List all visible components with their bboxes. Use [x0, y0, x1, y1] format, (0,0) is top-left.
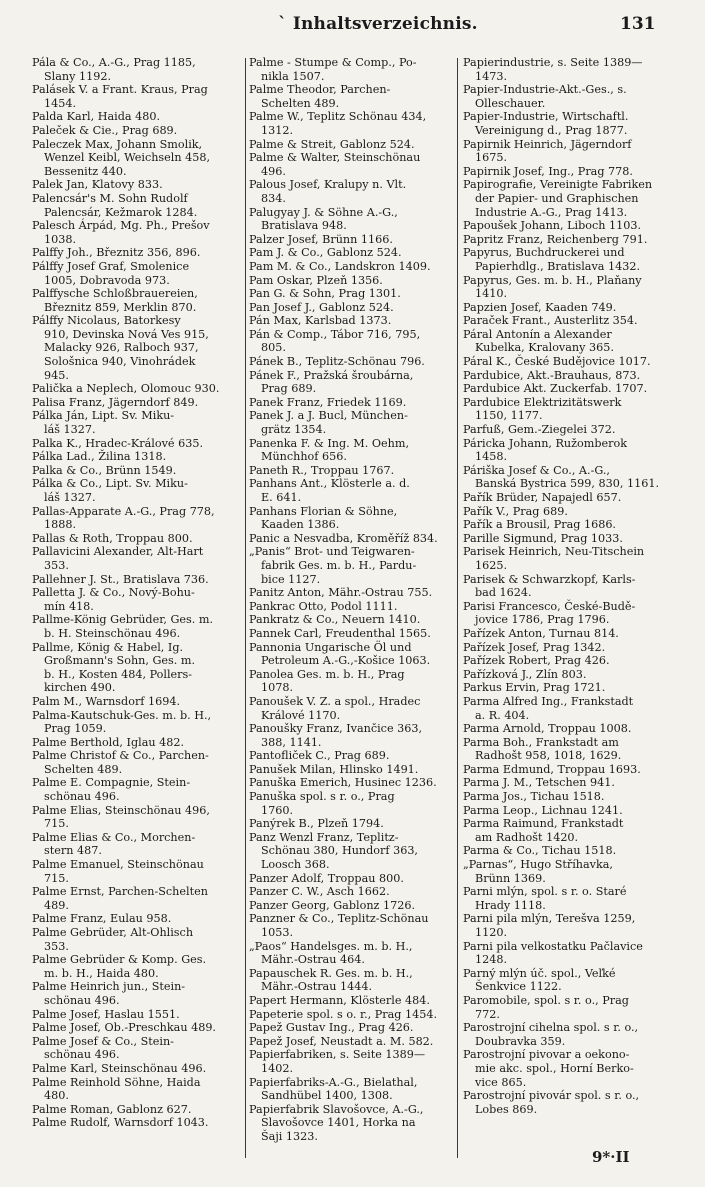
index-entry: Palffysche Schloßbrauereien, Březnitz 859, Merklin 870. [32, 287, 198, 314]
index-entry: Palffy Joh., Březnitz 356, 896. [32, 246, 201, 260]
index-entry: Papež Josef, Neustadt a. M. 582. [249, 1034, 434, 1048]
index-entry: Parisi Francesco, České-Budě- jovice 1786, Prag 1796. [463, 599, 636, 627]
index-entry: Parfuß, Gem.-Ziegelei 372. [463, 423, 616, 437]
index-entry: Palme Berthold, Iglau 482. [32, 735, 185, 749]
index-entry: Pařízek Robert, Prag 426. [463, 654, 610, 668]
index-entry: Pallas-Apparate A.-G., Prag 778, 1888. [32, 504, 215, 532]
index-entry: Palme Christof & Co., Parchen- Schelten 489. [32, 749, 209, 776]
index-entry: Palme Josef, Haslau 1551. [32, 1007, 180, 1021]
index-entry: Pála & Co., A.-G., Prag 1185, Slany 1192. [32, 56, 196, 83]
index-entry: Palme Reinhold Söhne, Haida 480. [32, 1075, 201, 1103]
index-entry: Parma & Co., Tichau 1518. [463, 844, 617, 858]
index-entry: Palme Elias & Co., Morchen- stern 487. [32, 830, 196, 858]
index-entry: Papež Gustav Ing., Prag 426. [249, 1021, 414, 1035]
index-entry: Palugyay J. & Söhne A.-G., Bratislava 948. [249, 205, 398, 233]
index-entry: Pam Oskar, Plzeň 1356. [249, 273, 383, 287]
index-entry: Pálka Ján, Lipt. Sv. Miku- láš 1327. [32, 409, 175, 437]
signature-mark: 9*·II [592, 1148, 630, 1166]
index-entry: Panzer C. W., Asch 1662. [249, 885, 390, 899]
index-entry: Papzien Josef, Kaaden 749. [463, 300, 617, 314]
index-entry: Palme - Stumpe & Comp., Po- nikla 1507. [249, 56, 417, 83]
index-column-2 [249, 56, 454, 1143]
index-entry: Paneth R., Troppau 1767. [249, 463, 395, 477]
index-entry: Parni mlýn, spol. s r. o. Staré Hrady 1118. [463, 885, 627, 912]
index-entry: Palme & Streit, Gablonz 524. [249, 137, 415, 151]
index-entry: Pam M. & Co., Landskron 1409. [249, 259, 431, 273]
index-column-1 [32, 56, 242, 1136]
index-entry: Panuška spol. s r. o., Prag 1760. [249, 790, 395, 817]
index-entry: Pannek Carl, Freudenthal 1565. [249, 626, 431, 640]
index-entry: Palme Elias, Steinschönau 496, 715. [32, 803, 210, 831]
index-entry: Parostrojní pivovár spol. s r. o., Lobes 869. [463, 1089, 640, 1116]
index-entry: Pán & Comp., Tábor 716, 795, 805. [249, 327, 421, 355]
index-entry: Palásek V. a Frant. Kraus, Prag 1454. [32, 83, 208, 110]
index-entry: Panenka F. & Ing. M. Oehm, Münchhof 656. [249, 436, 410, 464]
index-entry: Panek Franz, Friedek 1169. [249, 395, 407, 409]
index-entry: Papirnik Josef, Ing., Prag 778. [463, 164, 633, 178]
index-entry: Páral Antonín a Alexander Kubelka, Kralovany 365. [463, 327, 614, 355]
index-entry: Panitz Anton, Mähr.-Ostrau 755. [249, 586, 433, 600]
index-entry: Panolea Ges. m. b. H., Prag 1078. [249, 667, 405, 695]
index-entry: Palme Roman, Gablonz 627. [32, 1102, 192, 1116]
index-entry: Palme Ernst, Parchen-Schelten 489. [32, 885, 208, 912]
index-entry: „Paos“ Handelsges. m. b. H., Mähr.-Ostrau 464. [249, 939, 413, 967]
index-entry: Parma J. M., Tetschen 941. [463, 776, 615, 790]
index-entry: Parni pila velkostatku Pačlavice 1248. [463, 939, 643, 967]
index-entry: Panušek Milan, Hlinsko 1491. [249, 762, 419, 776]
index-entry: Panoušek V. Z. a spol., Hradec Králové 1170. [249, 694, 421, 722]
index-entry: Panzer Georg, Gablonz 1726. [249, 898, 415, 912]
index-entry: Panzer Adolf, Troppau 800. [249, 871, 404, 885]
index-entry: Parni pila mlýn, Terešva 1259, 1120. [463, 912, 636, 939]
index-entry: Palme Karl, Steinschönau 496. [32, 1061, 207, 1075]
index-entry: Panuška Emerich, Husinec 1236. [249, 776, 437, 790]
index-entry: Palme Theodor, Parchen- Schelten 489. [249, 83, 391, 110]
index-entry: Palme Rudolf, Warnsdorf 1043. [32, 1116, 209, 1130]
index-entry: Pam J. & Co., Gablonz 524. [249, 246, 402, 260]
index-entry: Papert Hermann, Klösterle 484. [249, 993, 430, 1007]
index-entry: Palma-Kautschuk-Ges. m. b. H., Prag 1059. [32, 708, 212, 736]
index-entry: Pálka Lad., Žilina 1318. [32, 450, 167, 464]
index-entry: Pankratz & Co., Neuern 1410. [249, 613, 421, 627]
page-header [0, 14, 705, 44]
index-entry: Panic a Nesvadba, Kroměříž 834. [249, 531, 438, 545]
index-entry: Papoušek Johann, Liboch 1103. [463, 219, 642, 233]
index-entry: Pardubice Elektrizitätswerk 1150, 1177. [463, 395, 622, 423]
index-entry: Parisek & Schwarzkopf, Karls- bad 1624. [463, 572, 636, 600]
index-entry: Panhans Florian & Söhne, Kaaden 1386. [249, 504, 398, 532]
index-entry: Panoušky Franz, Ivančice 363, 388, 1141. [249, 722, 423, 749]
index-entry: Palencsár's M. Sohn Rudolf Palencsár, Kežmarok 1284. [32, 191, 198, 219]
index-entry: Pallavicini Alexander, Alt-Hart 353. [32, 545, 204, 572]
index-entry: Pallas & Roth, Troppau 800. [32, 531, 193, 545]
index-entry: Palka & Co., Brünn 1549. [32, 463, 177, 477]
index-entry: Palme & Walter, Steinschönau 496. [249, 151, 421, 178]
index-entry: Pařík Brüder, Napajedl 657. [463, 491, 622, 504]
index-entry: Pan G. & Sohn, Prag 1301. [249, 287, 401, 301]
index-entry: Palletta J. & Co., Nový-Bohu- mín 418. [32, 586, 195, 613]
index-entry: Pantofliček C., Prag 689. [249, 749, 390, 763]
index-entry: Pannonia Ungarische Öl und Petroleum A.-G.,-Košice 1063. [249, 640, 431, 668]
index-entry: Parisek Heinrich, Neu-Titschein 1625. [463, 545, 645, 572]
index-entry: Parille Sigmund, Prag 1033. [463, 531, 623, 545]
index-entry: Parma Alfred Ing., Frankstadt a. R. 404. [463, 694, 634, 722]
index-entry: Pařízek Josef, Prag 1342. [463, 640, 606, 654]
index-entry: Palme Josef, Ob.-Preschkau 489. [32, 1021, 216, 1035]
index-entry: Pánek F., Pražská šroubárna, Prag 689. [249, 368, 414, 396]
index-entry: Palm M., Warnsdorf 1694. [32, 694, 181, 708]
index-entry: Parma Leop., Lichnau 1241. [463, 803, 623, 817]
index-entry: Pardubice Akt. Zuckerfab. 1707. [463, 382, 648, 396]
index-entry: Palous Josef, Kralupy n. Vlt. 834. [249, 178, 407, 205]
index-entry: Pálffy Josef Graf, Smolenice 1005, Dobravoda 973. [32, 259, 190, 287]
index-column-3 [463, 56, 676, 1136]
index-entry: Palme Franz, Eulau 958. [32, 912, 172, 926]
index-entry: Papyrus, Ges. m. b. H., Plaňany 1410. [463, 273, 642, 301]
index-entry: „Panis“ Brot- und Teigwaren- fabrik Ges. m. b. H., Pardu- bice 1127. [249, 545, 417, 586]
index-entry: Panýrek B., Plzeň 1794. [249, 817, 384, 831]
index-entry: Palme Gebrüder & Komp. Ges. m. b. H., Haida 480. [32, 953, 207, 980]
index-entry: Pallehner J. St., Bratislava 736. [32, 572, 209, 586]
index-entry: Papirnik Heinrich, Jägerndorf 1675. [463, 137, 632, 165]
index-entry: Parostrojní cihelna spol. s r. o., Doubravka 359. [463, 1021, 639, 1048]
index-entry: Papauschek R. Ges. m. b. H., Mähr.-Ostrau 1444. [249, 966, 413, 994]
index-entry: Parma Jos., Tichau 1518. [463, 790, 605, 804]
index-entry: Papierfabrik Slavošovce, A.-G., Slavošovce 1401, Horka na Šaji 1323. [249, 1102, 424, 1143]
index-entry: Palesch Árpád, Mg. Ph., Prešov 1038. [32, 219, 210, 246]
index-entry: Panhans Ant., Klösterle a. d. E. 641. [249, 477, 410, 504]
index-entry: Panzner & Co., Teplitz-Schönau 1053. [249, 912, 429, 939]
index-entry: Papierindustrie, s. Seite 1389— 1473. [463, 56, 643, 83]
index-entry: Pánek B., Teplitz-Schönau 796. [249, 355, 425, 369]
index-entry: Palme Heinrich jun., Stein- schönau 496. [32, 980, 186, 1007]
index-entry: Paleček & Cie., Prag 689. [32, 123, 178, 137]
index-entry: Pařík a Brousil, Prag 1686. [463, 518, 616, 532]
index-entry: Papyrus, Buchdruckerei und Papierhdlg., Bratislava 1432. [463, 246, 641, 273]
index-entry: Papritz Franz, Reichenberg 791. [463, 232, 648, 246]
running-title: ` Inhaltsverzeichnis. [278, 14, 478, 34]
index-entry: Palme Gebrüder, Alt-Ohlisch 353. [32, 926, 194, 953]
index-entry: Papirografie, Vereinigte Fabriken der Papier- und Graphischen Industrie A.-G., Prag 1413. [463, 178, 653, 219]
index-entry: Pařízková J., Zlín 803. [463, 667, 587, 681]
index-entry: Palka K., Hradec-Králové 635. [32, 436, 204, 450]
index-entry: Panek J. a J. Bucl, München- grätz 1354. [249, 409, 408, 437]
index-entry: Pařík V., Prag 689. [463, 504, 568, 518]
index-entry: Papeterie spol. s o. r., Prag 1454. [249, 1007, 438, 1021]
index-entry: Paromobile, spol. s r. o., Prag 772. [463, 993, 629, 1021]
index-entry: Pallme-König Gebrüder, Ges. m. b. H. Steinschönau 496. [32, 613, 214, 640]
index-entry: Pařízek Anton, Turnau 814. [463, 626, 619, 640]
index-entry: Palda Karl, Haida 480. [32, 110, 161, 124]
index-entry: Páral K., České Budějovice 1017. [463, 355, 651, 369]
index-entry: Palička a Neplech, Olomouc 930. [32, 382, 220, 396]
page-number: 131 [620, 14, 656, 34]
index-entry: Páriška Josef & Co., A.-G., Banská Bystrica 599, 830, 1161. [463, 463, 659, 491]
index-entry: Papier-Industrie, Wirtschaftl. Vereinigung d., Prag 1877. [463, 110, 629, 137]
index-entry: Papierfabriken, s. Seite 1389— 1402. [249, 1048, 426, 1075]
index-entry: Parma Raimund, Frankstadt am Radhošt 1420. [463, 817, 624, 844]
index-entry: Pan Josef J., Gablonz 524. [249, 300, 394, 314]
index-entry: Parma Edmund, Troppau 1693. [463, 762, 641, 776]
index-entry: Pán Max, Karlsbad 1373. [249, 314, 392, 328]
index-entry: Papierfabriks-A.-G., Bielathal, Sandhübel 1400, 1308. [249, 1075, 418, 1103]
index-entry: Parný mlýn úč. spol., Veľké Šenkvice 1122. [463, 966, 616, 994]
index-entry: Paraček Frant., Austerlitz 354. [463, 314, 638, 328]
index-columns [0, 56, 705, 1143]
index-entry: Parostrojní pivovar a oekono- mie akc. spol., Horní Berko- vice 865. [463, 1048, 634, 1089]
index-entry: Palme W., Teplitz Schönau 434, 1312. [249, 110, 427, 137]
index-entry: Pálffy Nicolaus, Batorkesy 910, Devinska Nová Ves 915, Malacky 926, Ralboch 937, Sološnica 940, Vinohrádek 945. [32, 314, 209, 382]
index-entry: Pankrac Otto, Podol 1111. [249, 599, 398, 613]
index-entry: „Parnas“, Hugo Stříhavka, Brünn 1369. [463, 858, 613, 885]
index-entry: Pardubice, Akt.-Brauhaus, 873. [463, 368, 641, 382]
index-entry: Palisa Franz, Jägerndorf 849. [32, 395, 199, 409]
index-entry: Pallme, König & Habel, Ig. Großmann's Sohn, Ges. m. b. H., Kosten 484, Pollers- kirchen 490. [32, 640, 196, 695]
index-entry: Palek Jan, Klatovy 833. [32, 178, 163, 192]
index-entry: Pálka & Co., Lipt. Sv. Miku- láš 1327. [32, 477, 188, 504]
index-entry: Palme Josef & Co., Stein- schönau 496. [32, 1034, 174, 1062]
index-entry: Páricka Johann, Ružomberok 1458. [463, 436, 628, 464]
index-entry: Palme E. Compagnie, Stein- schönau 496. [32, 776, 191, 804]
index-entry: Papier-Industrie-Akt.-Ges., s. Olleschauer. [463, 83, 627, 110]
index-entry: Parma Arnold, Troppau 1008. [463, 722, 632, 736]
index-entry: Parma Boh., Frankstadt am Radhošt 958, 1018, 1629. [463, 735, 622, 763]
index-entry: Palme Emanuel, Steinschönau 715. [32, 858, 204, 885]
index-entry: Palzer Josef, Brünn 1166. [249, 232, 393, 246]
index-entry: Paleczek Max, Johann Smolik, Wenzel Keibl, Weichseln 458, Bessenitz 440. [32, 137, 211, 178]
index-entry: Panz Wenzl Franz, Teplitz- Schönau 380, Hundorf 363, Loosch 368. [249, 830, 418, 872]
index-entry: Parkus Ervin, Prag 1721. [463, 681, 606, 695]
